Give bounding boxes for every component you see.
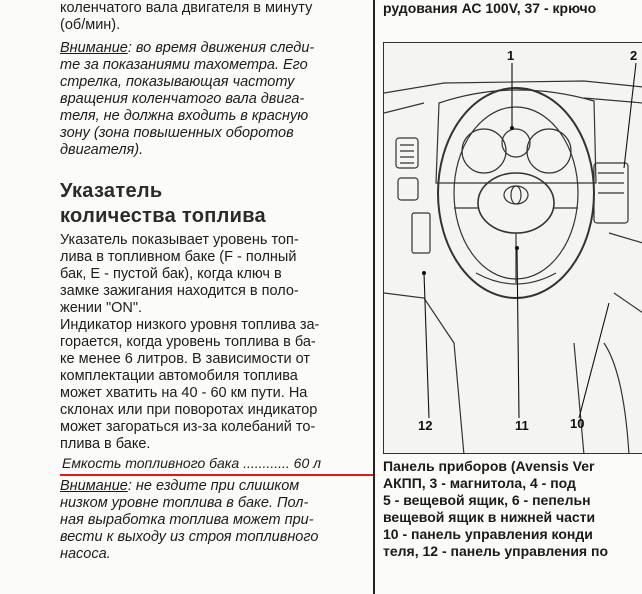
section-heading: Указатель <box>60 180 163 202</box>
body-line: жении "ON". <box>60 300 143 316</box>
text-line: двигателя). <box>60 142 144 158</box>
right-column-header: рудования АС 100V, 37 - крючо <box>383 0 597 16</box>
body-line: ке менее 6 литров. В зависимости от <box>60 351 310 367</box>
figure-label: 10 <box>570 416 585 431</box>
text-line: вести к выходу из строя топливного <box>60 529 319 545</box>
body-line: лива в топливном баке (F - полный <box>60 249 297 265</box>
text-line: коленчатого вала двигателя в минуту <box>60 0 313 16</box>
section-heading: количества топлива <box>60 205 266 227</box>
figure-caption-line: Панель приборов (Avensis Ver <box>383 458 595 474</box>
figure-label: 12 <box>418 418 433 433</box>
body-line: склонах или при поворотах индикатор <box>60 402 318 418</box>
body-line: плива в баке. <box>60 436 151 452</box>
body-line: Индикатор низкого уровня топлива за- <box>60 317 320 333</box>
attention-label: Внимание <box>60 478 128 494</box>
body-line: бак, Е - пустой бак), когда ключ в <box>60 266 282 282</box>
body-line: может загораться из-за колебаний то- <box>60 419 316 435</box>
figure-caption-line: 5 - вещевой ящик, 6 - пепельн <box>383 492 591 508</box>
text-line: зону (зона повышенных оборотов <box>60 125 294 141</box>
text-line: насоса. <box>60 546 111 562</box>
text-line: вращения коленчатого вала двига- <box>60 91 305 107</box>
figure-caption-line: вещевой ящик в нижней части <box>383 509 596 525</box>
body-line: может хватить на 40 - 60 км пути. На <box>60 385 308 401</box>
figure-caption-line: АКПП, 3 - магнитола, 4 - под <box>383 475 576 491</box>
figure-caption-line: 10 - панель управления конди <box>383 526 593 542</box>
body-line: замке зажигания находится в поло- <box>60 283 299 299</box>
text-line: те за показаниями тахометра. Его <box>60 57 308 73</box>
dashboard-figure <box>383 42 642 454</box>
body-line: горается, когда уровень топлива в ба- <box>60 334 316 350</box>
attention-note: Внимание: не ездите при слишком <box>60 478 300 494</box>
attention-note: Внимание: во время движения следи- <box>60 40 315 56</box>
attention-label: Внимание <box>60 40 128 56</box>
text-line: низком уровне топлива в баке. Пол- <box>60 495 309 511</box>
body-line: Указатель показывает уровень топ- <box>60 232 299 248</box>
column-divider <box>373 0 375 594</box>
figure-label: 1 <box>507 48 515 63</box>
figure-caption-line: теля, 12 - панель управления по <box>383 543 608 559</box>
body-line: комплектации автомобиля топлива <box>60 368 298 384</box>
text-line: теля, не должна входить в красную <box>60 108 309 124</box>
red-underline <box>60 474 374 476</box>
text-line: ная выработка топлива может при- <box>60 512 314 528</box>
figure-label: 11 <box>515 418 529 433</box>
figure-label: 2 <box>630 48 638 63</box>
text-line: (об/мин). <box>60 17 121 33</box>
fuel-capacity-line: Емкость топливного бака ............ 60 л <box>62 455 322 471</box>
dashboard-illustration <box>384 43 642 454</box>
text-line: стрелка, показывающая частоту <box>60 74 295 90</box>
